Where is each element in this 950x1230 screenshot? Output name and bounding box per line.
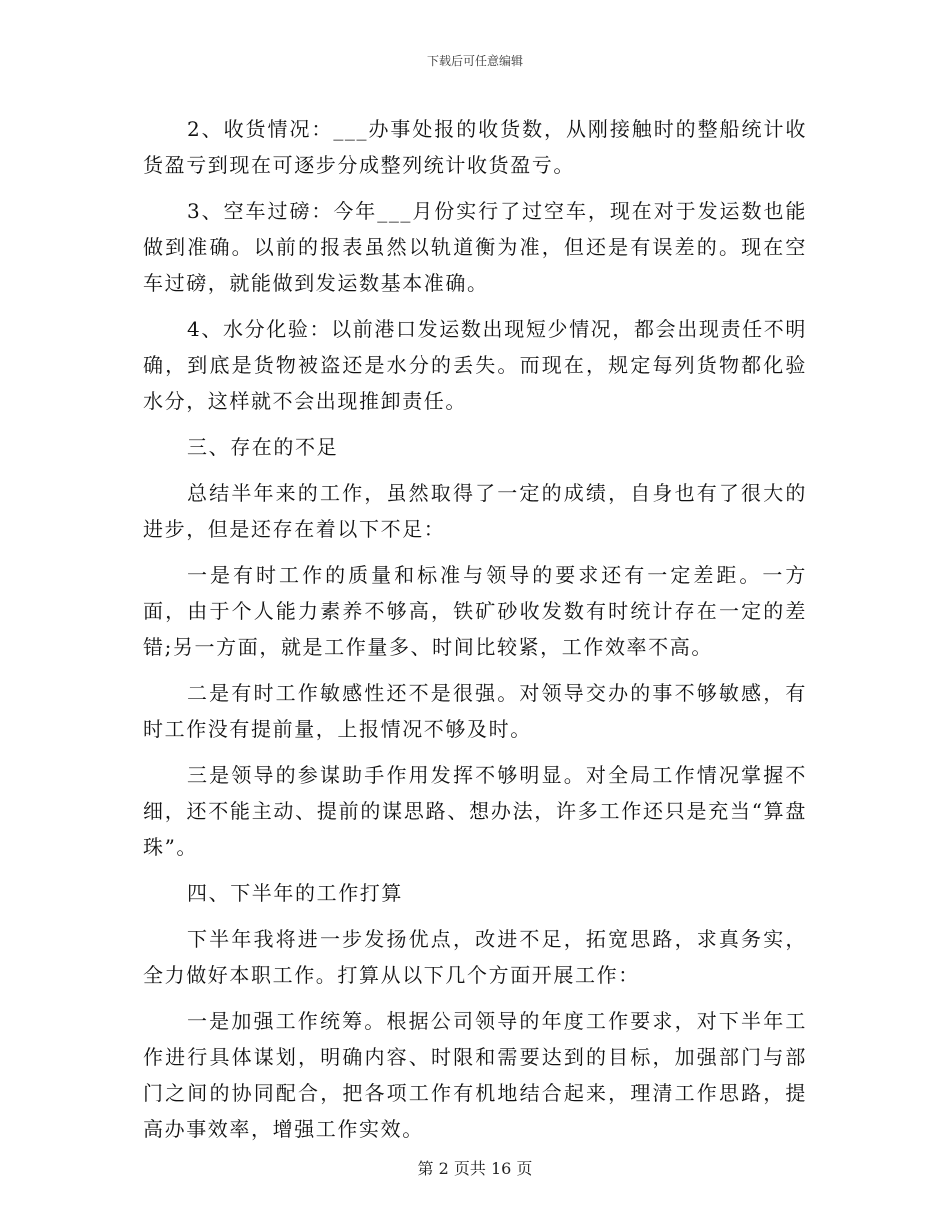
paragraph-moisture-testing: 4、水分化验：以前港口发运数出现短少情况，都会出现责任不明确，到底是货物被盗还是水分的丢失。而现在，规定每列货物都化验水分，这样就不会出现推卸责任。 [143, 317, 807, 413]
section-heading-shortcomings: 三、存在的不足 [187, 435, 339, 459]
document-body [143, 111, 807, 1157]
page-footer: 第 2 页共 16 页 [417, 1159, 533, 1178]
paragraph-plans-intro: 下半年我将进一步发扬优点，改进不足，拓宽思路，求真务实，全力做好本职工作。打算从以下几个方面开展工作： [143, 927, 807, 987]
section-heading-plans: 四、下半年的工作打算 [187, 881, 403, 905]
paragraph-shortcomings-intro: 总结半年来的工作，虽然取得了一定的成绩，自身也有了很大的进步，但是还存在着以下不足： [143, 481, 807, 541]
paragraph-plan-1: 一是加强工作统筹。根据公司领导的年度工作要求，对下半年工作进行具体谋划，明确内容、时限和需要达到的目标，加强部门与部门之间的协同配合，把各项工作有机地结合起来，理清工作思路，提高办事效率，增强工作实效。 [143, 1009, 807, 1141]
paragraph-shortcoming-1: 一是有时工作的质量和标准与领导的要求还有一定差距。一方面，由于个人能力素养不够高，铁矿砂收发数有时统计存在一定的差错;另一方面，就是工作量多、时间比较紧，工作效率不高。 [143, 563, 807, 659]
page-header: 下载后可任意编辑 [426, 54, 523, 68]
paragraph-empty-car-weighing: 3、空车过磅：今年___月份实行了过空车，现在对于发运数也能做到准确。以前的报表虽然以轨道衡为准，但还是有误差的。现在空车过磅，就能做到发运数基本准确。 [143, 199, 807, 295]
paragraph-shortcoming-3: 三是领导的参谋助手作用发挥不够明显。对全局工作情况掌握不细，还不能主动、提前的谋思路、想办法，许多工作还只是充当“算盘珠”。 [143, 763, 807, 859]
paragraph-receiving-status: 2、收货情况：___办事处报的收货数，从刚接触时的整船统计收货盈亏到现在可逐步分成整列统计收货盈亏。 [143, 117, 807, 177]
paragraph-shortcoming-2: 二是有时工作敏感性还不是很强。对领导交办的事不够敏感，有时工作没有提前量，上报情况不够及时。 [143, 681, 807, 741]
